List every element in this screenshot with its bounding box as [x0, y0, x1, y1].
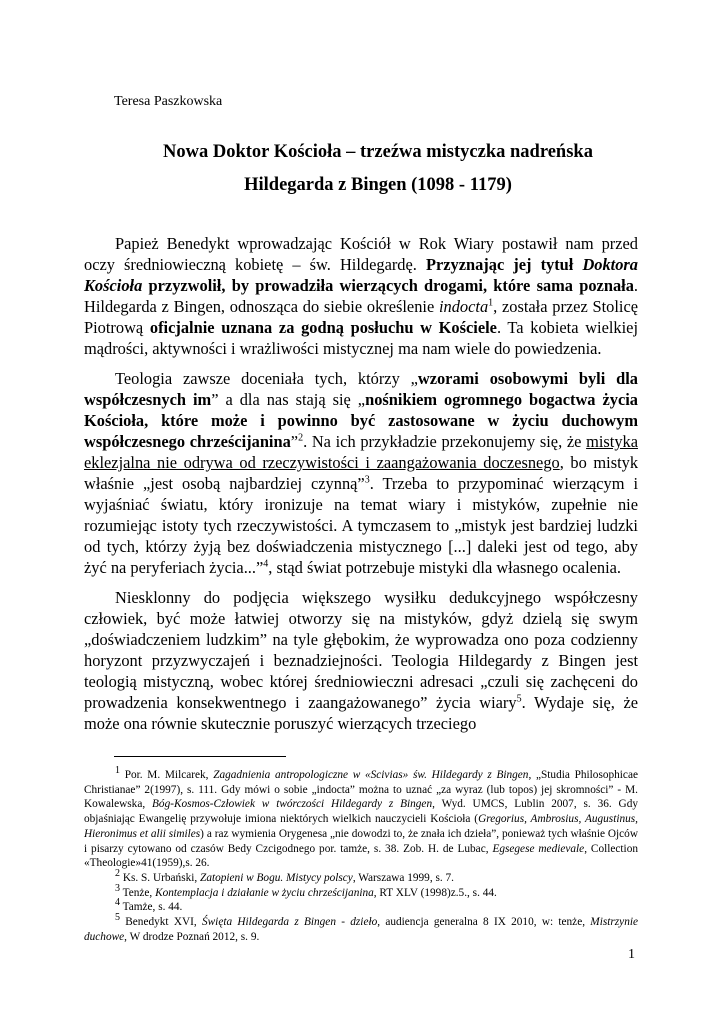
footnote-3: $^3$ Tenże, Kontemplacja i działanie w życiu chrześcijanina, RT XLV (1998)z.5., s. 44.: [115, 882, 497, 899]
footnote-ref-1: 1: [488, 297, 494, 309]
footnote-ref-4: 4: [263, 558, 269, 570]
footnote-ref-5: 5: [516, 693, 522, 705]
footnotes: [84, 765, 638, 944]
paragraph-3: Niesklonny do podjęcia większego wysiłku dedukcyjnego współczesny człowiek, być może łatwiej otworzy się na mistyków, gdyż dzielą się swym „doświadczeniem ludzkim” na tyle głębokim, że wyprowadza ono poza codzienny horyzont przyzwyczajeń i beznadziejności. Teologia Hildegardy z Bingen jest teologią mistyczną, wobec której średniowieczni adresaci „czuli się zachęceni do prowadzenia konsekwentnego i zaangażowanego” życia wiary$^5$. Wydaje się, że może ona równie skutecznie poruszyć wierzących trzeciego: [84, 587, 639, 734]
body-text: [84, 233, 638, 734]
footnote-2: $^2$ Ks. S. Urbański, Zatopieni w Bogu. Mistycy polscy, Warszawa 1999, s. 7.: [115, 868, 454, 884]
footnote-4: $^4$ Tamże, s. 44.: [115, 897, 183, 914]
footnote-1: $^1$ Por. M. Milcarek, Zagadnienia antropologiczne w «Scivias» św. Hildegardy z Bingen, „Studia Philosophicae Christianae” 2(1997), s. 111. Gdy mówi o sobie „indocta” można to uznać „za wyraz (lub topos) jej skromności” - M. Kowalewska, Bóg-Kosmos-Człowiek w twórczości Hildegardy z Bingen, Wyd. UMCS, Lublin 2007, s. 36. Gdy objaśniając Ewangelię przywołuje imiona niektórych wielkich nauczycieli Kościoła (Gregorius, Ambrosius, Augustinus, Hieronimus et alii similes) a raz wymienia Orygenesa „nie dowodzi to, że znała ich dzieła”, ponieważ tych właśnie Ojców i pisarzy cytowano od czasów Bedy Czcigodnego por. tamże, s. 38. Zob. H. de Lubac, Egsegese medievale, Collection «Theologie»41(1959),s. 26.: [84, 765, 638, 870]
title-line-2: Hildegarda z Bingen (1098 - 1179): [244, 175, 512, 195]
page-number: 1: [628, 947, 635, 962]
author-name: Teresa Paszkowska: [114, 94, 223, 109]
footnote-5: $^5$ Benedykt XVI, Święta Hildegarda z Bingen - dzieło, audiencja generalna 8 IX 2010, w: tenże, Mistrzynie duchowe, W drodze Poznań 2012, s. 9.: [84, 912, 638, 943]
footnote-ref-2: 2: [298, 432, 304, 444]
footnote-separator: [114, 756, 286, 757]
paragraph-1: Papież Benedykt wprowadzając Kościół w Rok Wiary postawił nam przed oczy średniowieczną kobietę – św. Hildegardę. Przyznając jej tytuł Doktora Kościoła przyzwolił, by prowadziła wierzących drogami, które sama poznała. Hildegarda z Bingen, odnosząca do siebie określenie indocta$^1$, została przez Stolicę Piotrową oficjalnie uznana za godną posłuchu w Kościele. Ta kobieta wielkiej mądrości, aktywności i wrażliwości mistycznej ma nam wiele do powiedzenia.: [84, 234, 638, 359]
paragraph-2: Teologia zawsze doceniała tych, którzy „wzorami osobowymi byli dla współczesnych im” a dla nas stają się „nośnikiem ogromnego bogactwa życia Kościoła, które może i powinno być zastosowane w życiu duchowym współczesnego chrześcijanina”$^2$. Na ich przykładzie przekonujemy się, że mistyka eklezjalna nie odrywa od rzeczywistości i zaangażowania doczesnego, bo mistyk właśnie „jest osobą najbardziej czynną”$^3$. Trzeba to przypominać wierzącym i wyjaśniać światu, który ironizuje na temat wiary i mistyków, zupełnie nie rozumiejąc istoty tych rzeczywistości. A tymczasem to „mistyk jest bardziej ludzki od tych, którzy żyją bez doświadczenia mistycznego [...] daleki jest od tego, aby żyć na peryferiach życia...”$^4$, stąd świat potrzebuje mistyki dla własnego ocalenia.: [84, 368, 639, 578]
title-line-1: Nowa Doktor Kościoła – trzeźwa mistyczka nadreńska: [163, 142, 593, 162]
footnote-ref-3: 3: [364, 474, 370, 486]
